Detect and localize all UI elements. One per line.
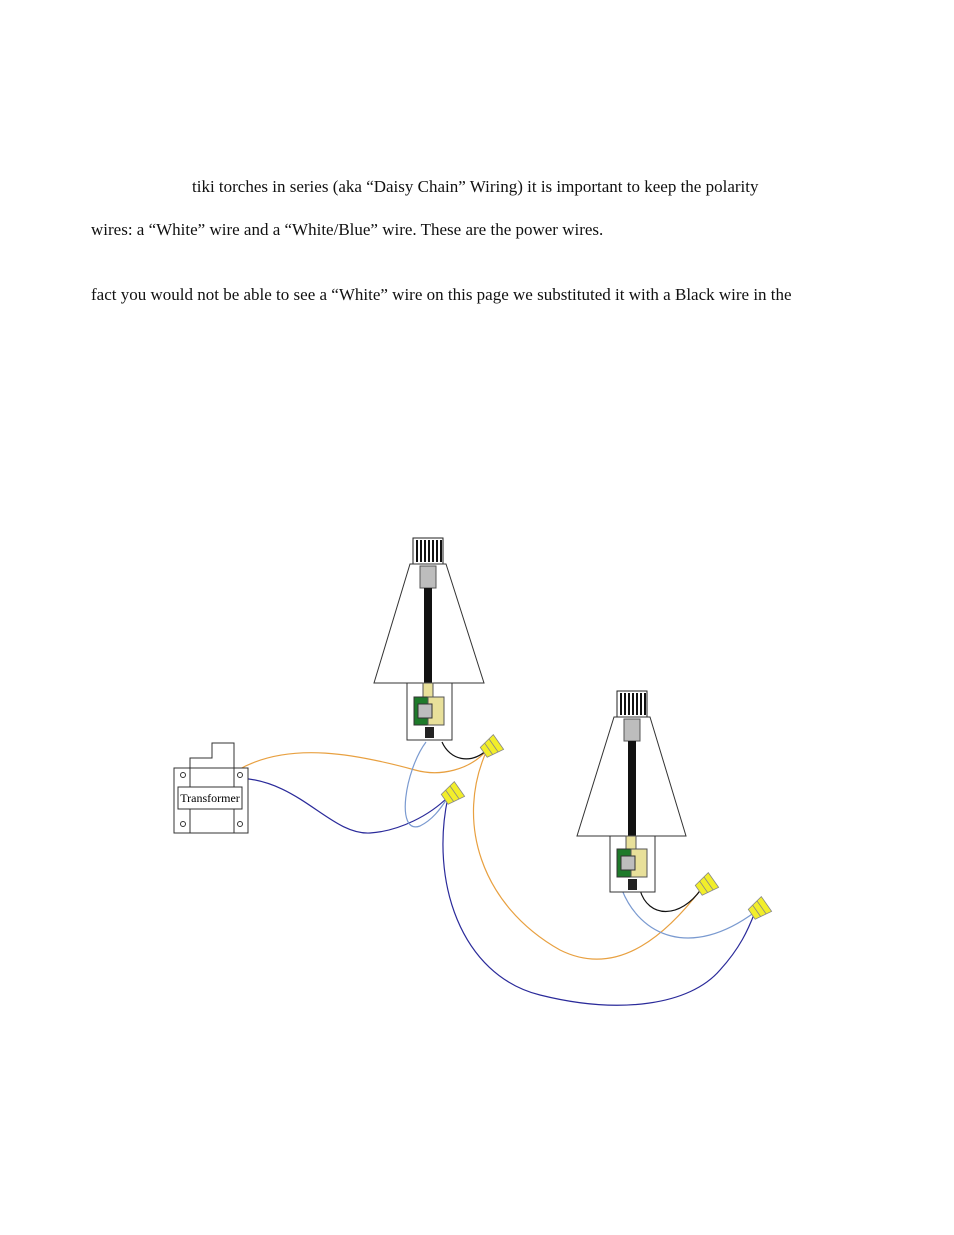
body-text-line-3: fact you would not be able to see a “White” wire on this page we substituted it with a Black wire in the bbox=[91, 285, 792, 304]
transformer-label: Transformer bbox=[180, 791, 240, 805]
wire-connector-2 bbox=[440, 782, 465, 807]
wire-lightblue-torch2 bbox=[622, 890, 755, 938]
body-text-line-2: wires: a “White” wire and a “White/Blue” wire. These are the power wires. bbox=[91, 220, 604, 239]
wire-blue-transformer bbox=[238, 778, 448, 833]
torch-2 bbox=[577, 691, 686, 892]
wire-connector-1 bbox=[479, 735, 504, 760]
wires bbox=[238, 742, 755, 1005]
body-text-line-1: tiki torches in series (aka “Daisy Chain” Wiring) it is important to keep the polarity bbox=[192, 177, 759, 196]
torch-1 bbox=[374, 538, 484, 740]
wire-connector-4 bbox=[747, 897, 772, 922]
transformer bbox=[174, 743, 248, 833]
